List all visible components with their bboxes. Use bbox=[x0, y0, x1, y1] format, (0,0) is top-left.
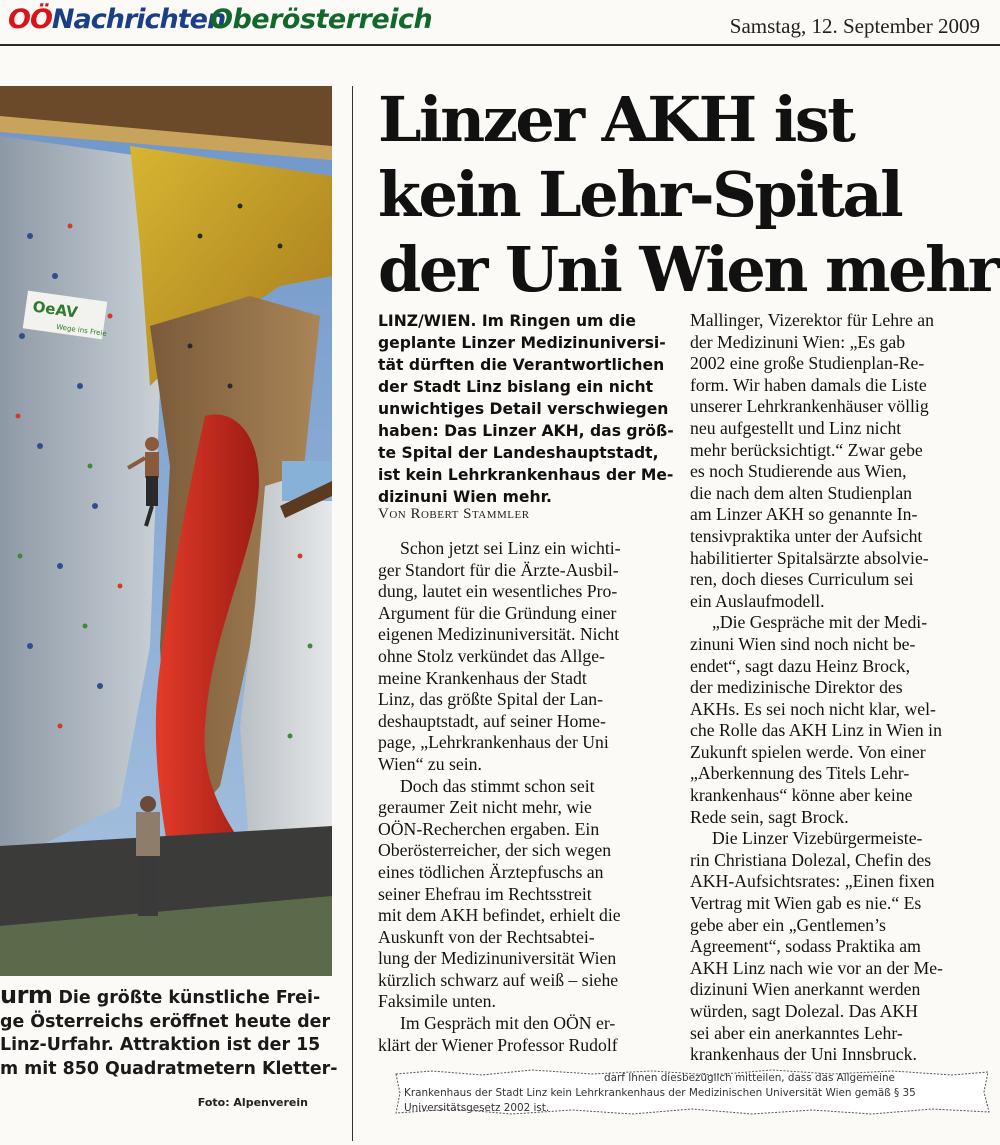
sign-subtext: Wege ins Freie bbox=[55, 322, 108, 338]
text-line: tät dürften die Verantwortlichen bbox=[378, 356, 665, 374]
text-line: AKH Linz nach wie vor an der Me- bbox=[690, 957, 943, 978]
text-line: eigenen Medizinuniversität. Nicht bbox=[378, 624, 620, 645]
text-line: AKHs. Es sei noch nicht klar, wel- bbox=[690, 698, 936, 719]
facsimile-line: Universitätsgesetz 2002 ist. bbox=[404, 1102, 550, 1114]
photo-caption-box bbox=[0, 976, 338, 1136]
text-line: Argument für die Gründung einer bbox=[378, 602, 617, 623]
text-line: kürzlich schwarz auf weiß – siehe bbox=[378, 969, 619, 990]
text-line: ren, doch dieses Curriculum sei bbox=[690, 569, 914, 590]
text-line: Im Gespräch mit den OÖN er- bbox=[400, 1013, 616, 1034]
masthead bbox=[0, 0, 1000, 46]
text-line: lung der Medizinuniversität Wien bbox=[378, 948, 617, 969]
text-line: Faksimile unten. bbox=[378, 991, 496, 1012]
text-line: ohne Stolz verkündet das Allge- bbox=[378, 645, 605, 666]
facsimile-line: darf Ihnen diesbezüglich mitteilen, dass das Allgemeine bbox=[604, 1072, 895, 1084]
text-line: Auskunft von der Rechtsabtei- bbox=[378, 926, 595, 947]
text-line: page, „Lehrkrankenhaus der Uni bbox=[378, 732, 609, 753]
text-line: krankenhaus“ könne aber keine bbox=[690, 785, 913, 806]
text-line: ger Standort für die Ärzte-Ausbil- bbox=[378, 559, 619, 580]
text-line: ist kein Lehrkrankenhaus der Me- bbox=[378, 466, 674, 484]
text-line: meine Krankenhaus der Stadt bbox=[378, 667, 587, 688]
text-line: haben: Das Linzer AKH, das größ- bbox=[378, 422, 674, 440]
sign-text: OeAV bbox=[31, 297, 79, 322]
text-line: krankenhaus der Uni Innsbruck. bbox=[690, 1044, 917, 1065]
text-line: „Aberkennung des Titels Lehr- bbox=[690, 763, 910, 784]
text-line: geplante Linzer Medizinuniversi- bbox=[378, 334, 666, 352]
text-line: der Medizinuni Wien: „Es gab bbox=[690, 331, 906, 352]
text-line: Agreement“, sodass Praktika am bbox=[690, 936, 921, 957]
article-lead bbox=[378, 310, 676, 508]
text-line: unserer Lehrkrankenhäuser völlig bbox=[690, 396, 929, 417]
text-line: che Rolle das AKH Linz in Wien in bbox=[690, 720, 942, 741]
article-headline: Linzer AKH ist kein Lehr-Spital der Uni Wien mehr bbox=[378, 83, 998, 306]
text-line: dung, lautet ein wesentliches Pro- bbox=[378, 581, 618, 602]
text-line: der medizinische Direktor des bbox=[690, 677, 903, 698]
text-line: deshauptstadt, auf seiner Home- bbox=[378, 710, 606, 731]
text-line: der Stadt Linz bislang ein nicht bbox=[378, 378, 654, 396]
column-divider bbox=[352, 86, 353, 1141]
text-line: seiner Ehefrau im Rechtsstreit bbox=[378, 883, 592, 904]
region-title: Oberösterreich bbox=[210, 4, 433, 35]
caption-keyword: urm bbox=[0, 981, 53, 1009]
text-line: würden, sagt Dolezal. Das AKH bbox=[690, 1001, 918, 1021]
issue-date: Samstag, 12. September 2009 bbox=[729, 14, 980, 38]
text-line: klärt der Wiener Professor Rudolf bbox=[378, 1034, 618, 1055]
photo-credit: Foto: Alpenverein bbox=[197, 1096, 308, 1109]
article-body-column-2 bbox=[690, 310, 982, 1066]
text-line: LINZ/WIEN. Im Ringen um die bbox=[378, 312, 636, 330]
text-line: rin Christiana Dolezal, Chefin des bbox=[690, 849, 932, 870]
text-line: neu aufgestellt und Linz nicht bbox=[690, 417, 902, 438]
article-body-column-1 bbox=[378, 538, 676, 1056]
text-line: die nach dem alten Studienplan bbox=[690, 482, 913, 503]
text-line: OÖN-Recherchen ergaben. Ein bbox=[378, 818, 600, 839]
text-line: geraumer Zeit nicht mehr, wie bbox=[378, 797, 592, 818]
text-line: eines tödlichen Ärztepfuschs an bbox=[378, 861, 604, 882]
text-line: mehr berücksichtigt.“ Zwar gebe bbox=[690, 439, 923, 460]
text-line: Die Linzer Vizebürgermeiste- bbox=[712, 828, 923, 849]
author-byline: Von Robert Stammler bbox=[378, 506, 530, 522]
text-line: unwichtiges Detail verschwiegen bbox=[378, 400, 669, 418]
text-line: Linz, das größte Spital der Lan- bbox=[378, 689, 603, 710]
text-line: dizinuni Wien mehr. bbox=[378, 488, 552, 506]
text-line: endet“, sagt dazu Heinz Brock, bbox=[690, 655, 911, 676]
text-line: 2002 eine große Studienplan-Re- bbox=[690, 353, 925, 374]
text-line: sei aber ein anerkanntes Lehr- bbox=[690, 1022, 903, 1043]
text-line: zinuni Wien sind noch nicht be- bbox=[690, 633, 916, 654]
climbing-wall-photo bbox=[0, 86, 332, 976]
text-line: form. Wir haben damals die Liste bbox=[690, 374, 927, 395]
text-line: tensivpraktika unter der Aufsicht bbox=[690, 525, 923, 546]
text-line: mit dem AKH befindet, erhielt die bbox=[378, 905, 621, 926]
text-line: es noch Studierende aus Wien, bbox=[690, 461, 907, 482]
facsimile-excerpt bbox=[392, 1068, 992, 1116]
text-line: Wien“ zu sein. bbox=[378, 753, 482, 774]
text-line: gebe aber ein „Gentlemen’s bbox=[690, 914, 886, 935]
text-line: am Linzer AKH so genannte In- bbox=[690, 504, 918, 525]
text-line: AKH-Aufsichtsrates: „Einen fixen bbox=[690, 871, 935, 892]
text-line: te Spital der Landeshauptstadt, bbox=[378, 444, 659, 462]
text-line: Rede sein, sagt Brock. bbox=[690, 806, 849, 827]
newspaper-logo: OÖNachrichten bbox=[8, 4, 226, 35]
text-line: Vertrag mit Wien gab es nie.“ Es bbox=[690, 893, 922, 914]
photo-caption: urm Die größte künstliche Frei- ge Österreichs eröffnet heute der Linz-Urfahr. Attraktion ist der 15 m mit 850 Quadratmetern Kletter- bbox=[0, 981, 338, 1079]
text-line: ein Auslaufmodell. bbox=[690, 590, 825, 611]
text-line: „Die Gespräche mit der Medi- bbox=[712, 612, 928, 633]
facsimile-line: Krankenhaus der Stadt Linz kein Lehrkrankenhaus der Medizinischen Universität Wien gemäß § 35 bbox=[404, 1087, 916, 1099]
text-line: Oberösterreicher, der sich wegen bbox=[378, 840, 612, 861]
text-line: dizinuni Wien anerkannt werden bbox=[690, 979, 921, 1000]
text-line: habilitierter Spitalsärzte absolvie- bbox=[690, 547, 929, 568]
text-line: Zukunft spielen werde. Von einer bbox=[690, 741, 926, 762]
text-line: Mallinger, Vizerektor für Lehre an bbox=[690, 310, 934, 330]
climbing-wall-image bbox=[0, 86, 332, 976]
text-line: Doch das stimmt schon seit bbox=[400, 775, 595, 796]
text-line: Schon jetzt sei Linz ein wichti- bbox=[400, 538, 621, 558]
